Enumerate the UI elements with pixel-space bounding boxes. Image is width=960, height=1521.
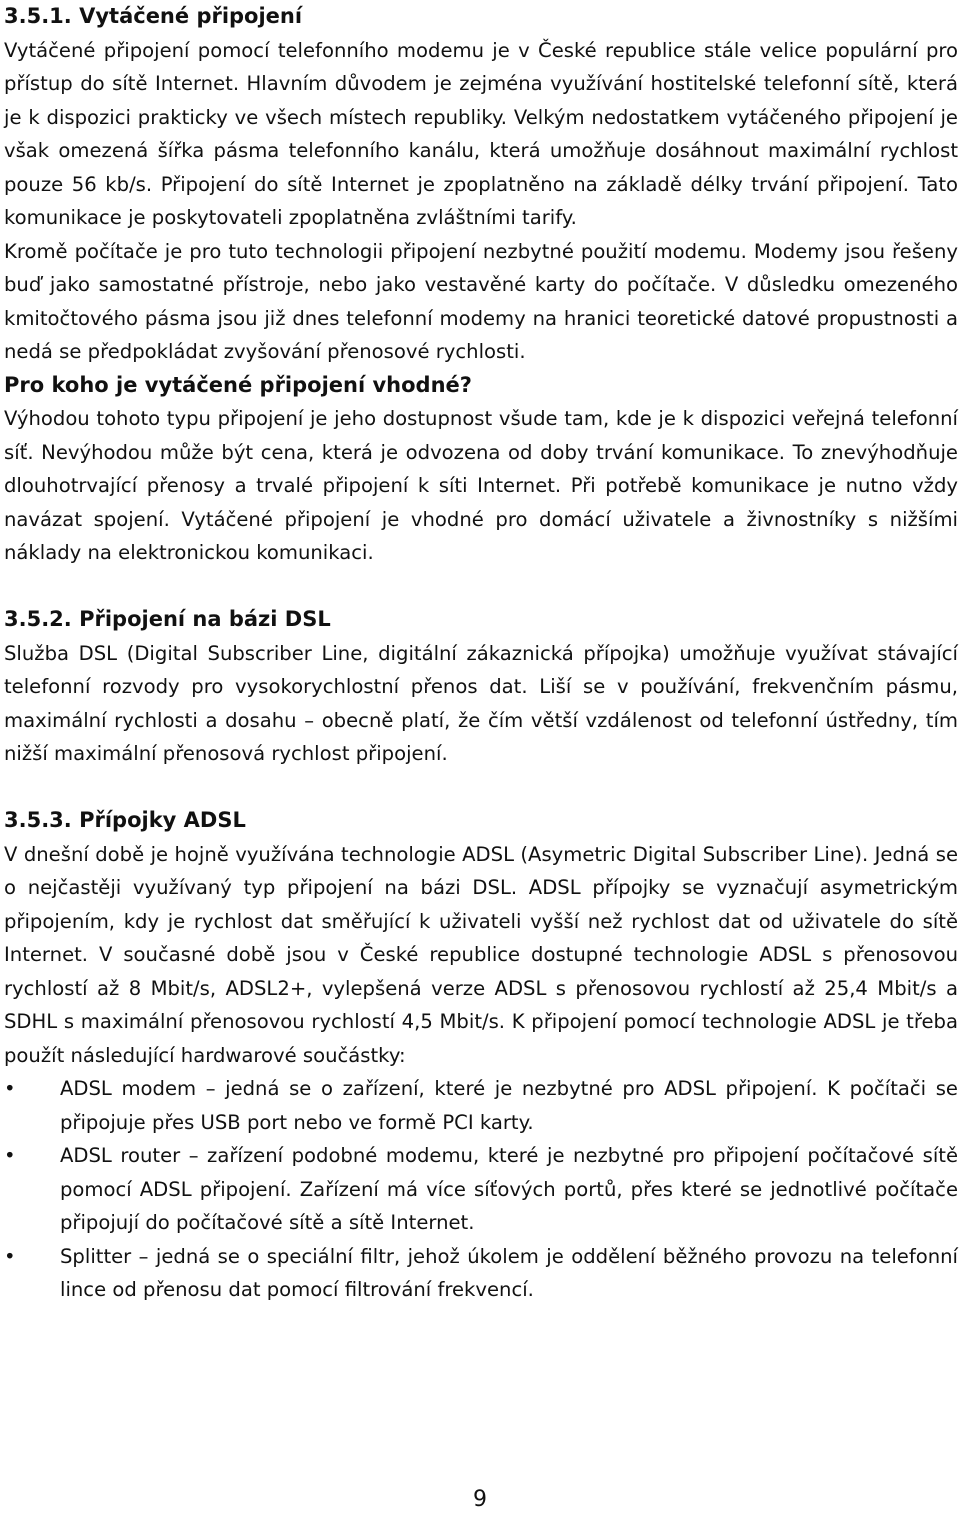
section-title: Přípojky ADSL <box>79 808 246 832</box>
section-heading-3-5-1 <box>4 0 958 34</box>
list-item-text: ADSL router – zařízení podobné modemu, které je nezbytné pro připojení počítačové sítě pomocí ADSL připojení. Zařízení má více síťových portů, přes které se jednotlivé počítače připojují do počítačové sítě a sítě Internet. <box>60 1144 958 1234</box>
list-item <box>4 1072 958 1139</box>
section-number: 3.5.3. <box>4 808 72 832</box>
section-number: 3.5.2. <box>4 607 72 631</box>
bullet-icon: • <box>4 1244 16 1268</box>
page-number: 9 <box>473 1487 487 1512</box>
list-item-text: Splitter – jedná se o speciální filtr, jehož úkolem je oddělení běžného provozu na telefonní lince od přenosu dat pomocí filtrování frekvencí. <box>60 1244 958 1301</box>
body-paragraph: V dnešní době je hojně využívána technologie ADSL (Asymetric Digital Subscriber Line). Jedná se o nejčastěji využívaný typ připojení na bázi DSL. ADSL přípojky se vyznačují asymetrickým připojením, kdy je rychlost dat směřující k uživateli vyšší než rychlost dat od uživatele do sítě Internet. V současné době jsou v České republice dostupné technologie ADSL s přenosovou rychlostí až 8 Mbit/s, ADSL2+, vylepšená verze ADSL s přenosovou rychlostí až 25,4 Mbit/s a SDHL s maximální přenosovou rychlostí 4,5 Mbit/s. K připojení pomocí technologie ADSL je třeba použít následující hardwarové součástky: <box>4 842 958 1067</box>
section-heading-3-5-2 <box>4 603 958 637</box>
subheading: Pro koho je vytáčené připojení vhodné? <box>4 372 472 397</box>
body-paragraph: Služba DSL (Digital Subscriber Line, digitální zákaznická přípojka) umožňuje využívat stávající telefonní rozvody pro vysokorychlostní přenos dat. Liší se v používání, frekvenčním pásmu, maximální rychlosti a dosahu – obecně platí, že čím větší vzdálenost od telefonní ústředny, tím nižší maximální přenosová rychlost připojení. <box>4 641 958 765</box>
body-paragraph: Vytáčené připojení pomocí telefonního modemu je v České republice stále velice populární pro přístup do sítě Internet. Hlavním důvodem je zejména využívání hostitelské telefonní sítě, která je k dispozici prakticky ve všech místech republiky. Velkým nedostatkem vytáčeného připojení je však omezená šířka pásma telefonního kanálu, která umožňuje dosáhnout maximální rychlost pouze 56 kb/s. Připojení do sítě Internet je zpoplatněno na základě délky trvání připojení. Tato komunikace je poskytovateli zpoplatněna zvláštními tarify. <box>4 38 958 229</box>
section-title: Připojení na bázi DSL <box>79 607 331 631</box>
list-item-text: ADSL modem – jedná se o zařízení, které je nezbytné pro ADSL připojení. K počítači se připojuje přes USB port nebo ve formě PCI karty. <box>60 1077 958 1134</box>
bullet-list <box>4 1072 958 1307</box>
list-item <box>4 1240 958 1307</box>
section-heading-3-5-3 <box>4 804 958 838</box>
section-spacer <box>4 570 958 604</box>
bullet-icon: • <box>4 1144 16 1167</box>
bullet-icon: • <box>4 1077 16 1100</box>
body-paragraph: Výhodou tohoto typu připojení je jeho dostupnost všude tam, kde je k dispozici veřejná telefonní síť. Nevýhodou může být cena, která je odvozena od doby trvání komunikace. To znevýhodňuje dlouhotrvající přenosy a trvalé připojení k síti Internet. Při potřebě komunikace je nutno vždy navázat spojení. Vytáčené připojení je vhodné pro domácí uživatele a živnostníky s nižšími náklady na elektronickou komunikaci. <box>4 407 958 564</box>
section-spacer <box>4 771 958 805</box>
document-page <box>4 0 958 1307</box>
section-title: Vytáčené připojení <box>79 4 303 28</box>
list-item <box>4 1139 958 1240</box>
section-number: 3.5.1. <box>4 4 72 28</box>
body-paragraph: Kromě počítače je pro tuto technologii připojení nezbytné použití modemu. Modemy jsou řešeny buď jako samostatné přístroje, nebo jako vestavěné karty do počítače. V důsledku omezeného kmitočtového pásma jsou již dnes telefonní modemy na hranici teoretické datové propustnosti a nedá se předpokládat zvyšování přenosové rychlosti. <box>4 239 958 363</box>
